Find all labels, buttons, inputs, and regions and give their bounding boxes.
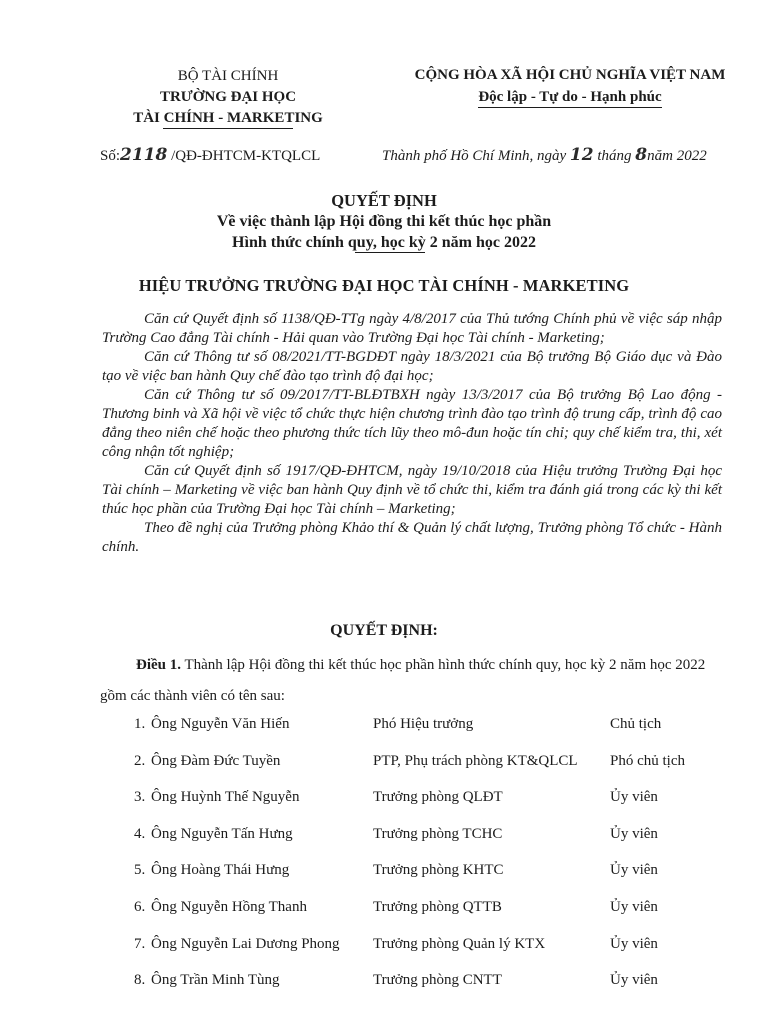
member-position: Phó Hiệu trưởng [373, 716, 474, 732]
member-role: Ủy viên [610, 825, 658, 842]
member-name: Ông Nguyễn Tấn Hưng [151, 825, 293, 842]
member-name: Ông Trần Minh Tùng [151, 972, 280, 989]
member-index: 8. [134, 972, 146, 989]
member-index: 3. [134, 789, 146, 806]
document-number-prefix: Số: [100, 148, 121, 164]
document-number-suffix: /QĐ-ĐHTCM-KTQLCL [171, 148, 321, 164]
national-motto-header [400, 64, 740, 108]
document-number [100, 145, 320, 165]
member-role: Ủy viên [610, 789, 658, 806]
list-item [0, 749, 768, 786]
date-month-handwritten: 8 [635, 145, 648, 165]
university-name-line2: TÀI CHÍNH - MARKETING [133, 108, 323, 129]
issue-date [382, 145, 707, 165]
list-item [0, 785, 768, 822]
member-role: Ủy viên [610, 972, 658, 989]
member-index: 6. [134, 898, 146, 915]
university-name-line1: TRƯỜNG ĐẠI HỌC [159, 89, 297, 105]
member-position: Trưởng phòng CNTT [373, 972, 502, 989]
article-1 [100, 650, 722, 712]
preamble-paragraph: Căn cứ Quyết định số 1917/QĐ-ĐHTCM, ngày 19/10/2018 của Hiệu trưởng Trường Đại học Tài chính – Marketing về việc ban hành Quy định về tổ chức thi, kiểm tra đánh giá trong các kỳ thi kết thúc học phần của Trường Đại học Tài chính – Marketing; [102, 463, 722, 517]
preamble-paragraph: Căn cứ Quyết định số 1138/QĐ-TTg ngày 4/8/2017 của Thủ tướng Chính phủ về việc sáp nhập Trường Cao đẳng Tài chính - Hải quan vào Trường Đại học Tài chính - Marketing; [102, 311, 722, 346]
member-position: Trưởng phòng QLĐT [373, 789, 503, 806]
date-text-place: Thành phố Hồ Chí Minh, ngày [382, 148, 567, 164]
authority-heading: HIỆU TRƯỞNG TRƯỜNG ĐẠI HỌC TÀI CHÍNH - MARKETING [138, 276, 630, 295]
decision-subject-line1: Về việc thành lập Hội đồng thi kết thúc học phần [216, 213, 552, 230]
decision-heading: QUYẾT ĐỊNH: [330, 622, 438, 639]
decision-subject-line2: Hình thức chính quy, học kỳ 2 năm học 2022 [232, 234, 536, 251]
member-position: PTP, Phụ trách phòng KT&QLCL [373, 752, 578, 769]
member-name: Ông Nguyễn Hồng Thanh [151, 898, 307, 915]
list-item [0, 932, 768, 969]
member-position: Trưởng phòng KHTC [373, 862, 504, 879]
article-1-label: Điều 1. [136, 657, 181, 673]
member-index: 5. [134, 862, 146, 879]
member-name: Ông Đàm Đức Tuyền [151, 752, 281, 769]
article-1-text: Thành lập Hội đồng thi kết thúc học phần hình thức chính quy, học kỳ 2 năm học 2022 gồm các thành viên có tên sau: [100, 657, 706, 704]
member-position: Trưởng phòng TCHC [373, 825, 503, 842]
member-index: 7. [134, 935, 146, 952]
list-item [0, 895, 768, 932]
member-position: Trưởng phòng Quản lý KTX [373, 935, 546, 952]
member-name: Ông Huỳnh Thế Nguyễn [151, 789, 300, 806]
list-item [0, 712, 768, 749]
member-index: 2. [134, 752, 146, 769]
member-role: Ủy viên [610, 935, 658, 952]
issuing-agency-header [118, 66, 338, 129]
member-name: Ông Nguyễn Lai Dương Phong [151, 935, 340, 952]
preamble-paragraph: Căn cứ Thông tư số 08/2021/TT-BGDĐT ngày 18/3/2021 của Bộ trưởng Bộ Giáo dục và Đào tạo về việc ban hành Quy chế đào tạo trình độ đại học; [102, 349, 722, 384]
list-item [0, 968, 768, 1005]
member-role: Chủ tịch [610, 716, 662, 732]
country-name: CỘNG HÒA XÃ HỘI CHỦ NGHĨA VIỆT NAM [414, 67, 726, 83]
date-text-year: năm 2022 [647, 148, 707, 164]
member-role: Ủy viên [610, 898, 658, 915]
preamble-paragraph: Theo đề nghị của Trưởng phòng Khảo thí & Quản lý chất lượng, Trưởng phòng Tổ chức - Hành chính. [102, 520, 722, 555]
ministry-name: BỘ TÀI CHÍNH [177, 68, 279, 84]
list-item [0, 858, 768, 895]
member-position: Trưởng phòng QTTB [373, 898, 502, 915]
list-item [0, 822, 768, 859]
date-day-handwritten: 12 [569, 145, 594, 165]
members-list [0, 712, 768, 1005]
member-name: Ông Hoàng Thái Hưng [151, 862, 290, 879]
preamble-paragraph: Căn cứ Thông tư số 09/2017/TT-BLĐTBXH ngày 13/3/2017 của Bộ trưởng Bộ Lao động - Thương binh và Xã hội về việc tổ chức thực hiện chương trình đào tạo trình độ trung cấp, trình độ cao đẳng theo niên chế hoặc theo phương thức tích lũy theo mô-đun hoặc tín chỉ; quy chế kiểm tra, thi, xét công nhận tốt nghiệp; [102, 387, 722, 460]
decision-title: QUYẾT ĐỊNH [331, 191, 437, 210]
preamble [102, 310, 722, 557]
date-text-month-label: tháng [597, 148, 632, 164]
motto: Độc lập - Tự do - Hạnh phúc [478, 87, 661, 108]
decision-title-block [0, 190, 768, 253]
member-name: Ông Nguyễn Văn Hiến [151, 716, 290, 732]
document-number-handwritten: 2118 [120, 145, 168, 165]
member-role: Phó chủ tịch [610, 752, 685, 769]
member-index: 1. [134, 716, 146, 732]
title-underline [355, 252, 425, 253]
member-index: 4. [134, 825, 146, 842]
member-role: Ủy viên [610, 862, 658, 879]
